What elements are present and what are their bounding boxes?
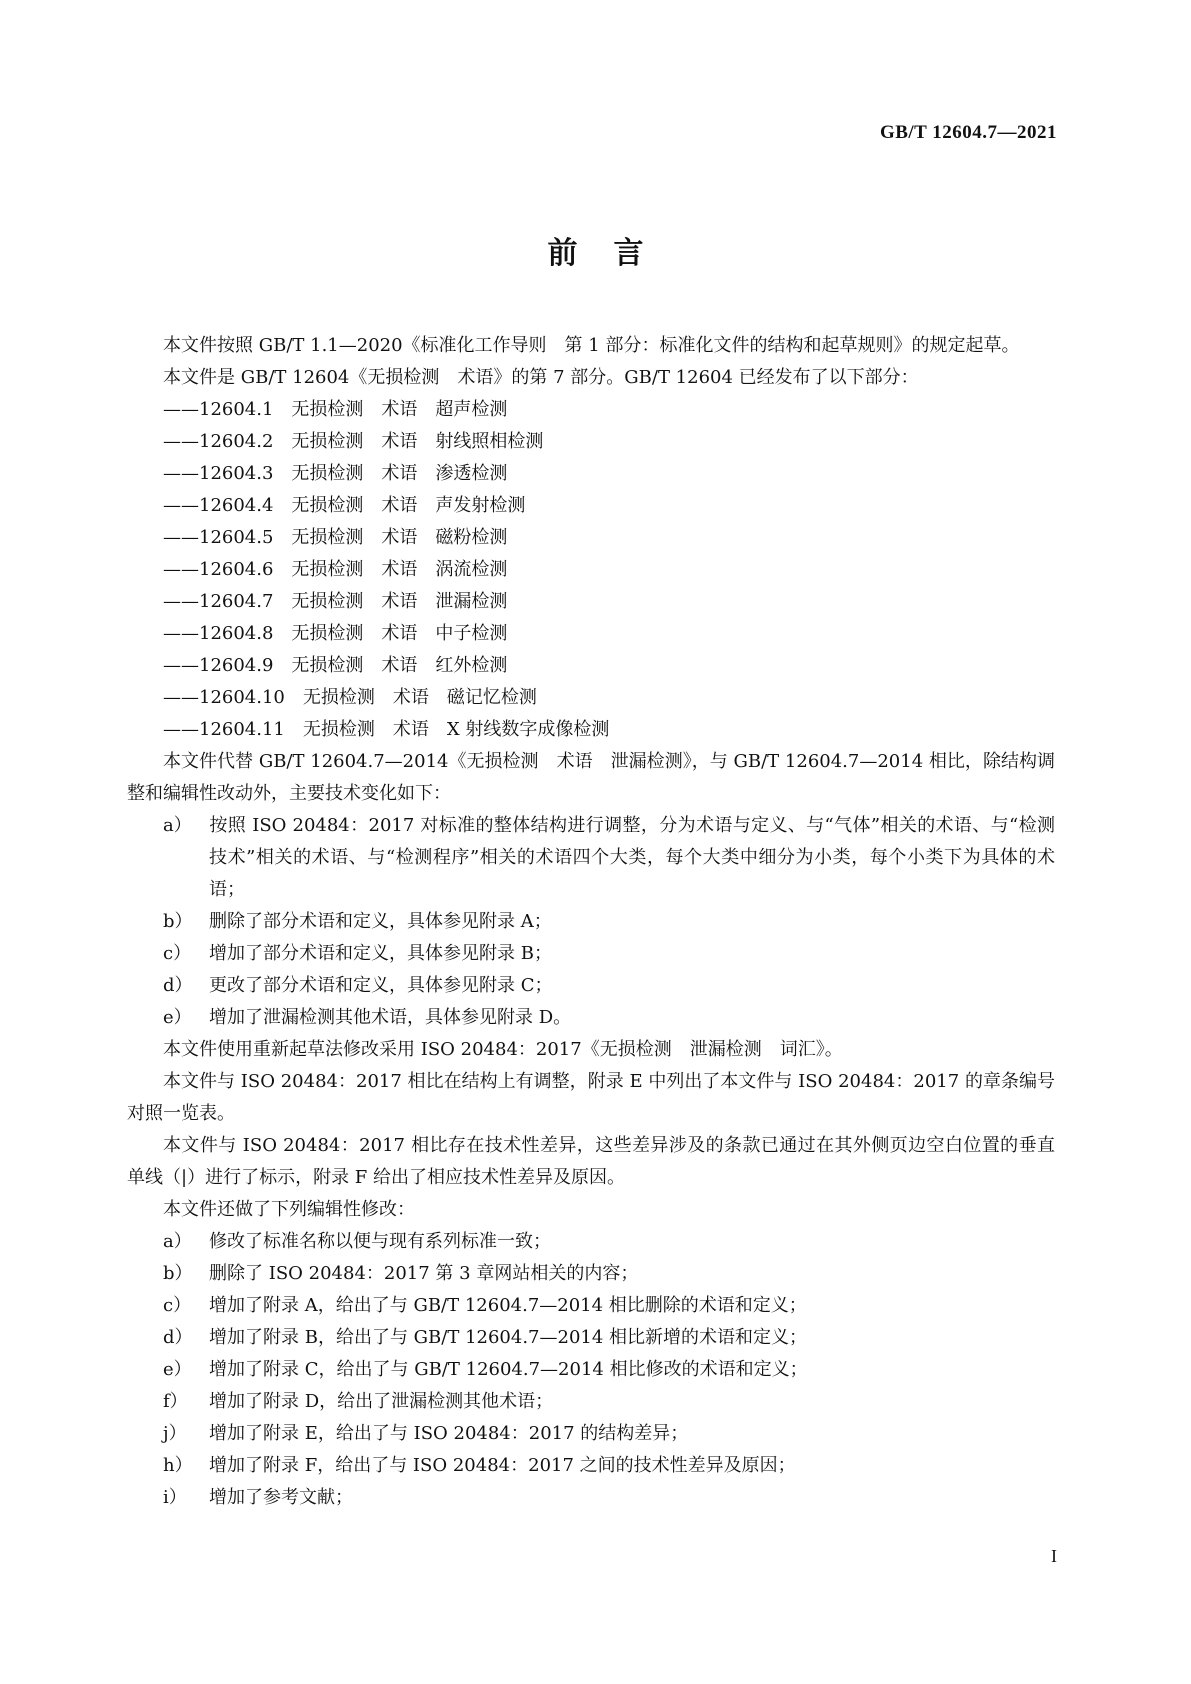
editorial-item-text: 删除了 ISO 20484：2017 第 3 章网站相关的内容； [209, 1263, 639, 1284]
editorial-item-label: j） [163, 1423, 187, 1444]
page-title: 前言 [547, 236, 680, 271]
page-number: I [1051, 1546, 1057, 1566]
editorial-item-label: a） [163, 1231, 192, 1252]
part-list-item: ——12604.9 无损检测 术语 红外检测 [163, 655, 508, 676]
foreword-body [127, 330, 1055, 1514]
part-list-item: ——12604.7 无损检测 术语 泄漏检测 [163, 591, 508, 612]
part-list-item: ——12604.1 无损检测 术语 超声检测 [163, 399, 508, 420]
editorial-item [127, 1354, 1055, 1386]
document-code: GB/T 12604.7—2021 [879, 122, 1057, 143]
change-item-text: 删除了部分术语和定义，具体参见附录 A； [209, 911, 552, 932]
change-item [127, 810, 1055, 906]
editorial-intro-paragraph: 本文件还做了下列编辑性修改： [163, 1199, 415, 1220]
technical-difference-paragraph: 本文件与 ISO 20484：2017 相比存在技术性差异，这些差异涉及的条款已通过在其外侧页边空白位置的垂直单线（|）进行了标示，附录 F 给出了相应技术性差异及原因。 [127, 1135, 1055, 1188]
change-item [127, 970, 1055, 1002]
part-list-item: ——12604.10 无损检测 术语 磁记忆检测 [163, 687, 537, 708]
change-item-label: e） [163, 1007, 192, 1028]
part-list-item: ——12604.8 无损检测 术语 中子检测 [163, 623, 508, 644]
part-list-item: ——12604.2 无损检测 术语 射线照相检测 [163, 431, 544, 452]
part-list-item: ——12604.6 无损检测 术语 涡流检测 [163, 559, 508, 580]
editorial-item-label: b） [163, 1263, 193, 1284]
change-item-text: 增加了部分术语和定义，具体参见附录 B； [209, 943, 552, 964]
editorial-item [127, 1386, 1055, 1418]
editorial-item [127, 1226, 1055, 1258]
editorial-item-text: 增加了附录 E，给出了与 ISO 20484：2017 的结构差异； [209, 1423, 689, 1444]
change-item-text: 按照 ISO 20484：2017 对标准的整体结构进行调整，分为术语与定义、与“气体”相关的术语、与“检测技术”相关的术语、与“检测程序”相关的术语四个大类，每个大类中细分为小类，每个小类下为具体的术语； [209, 815, 1055, 900]
change-item-label: a） [163, 815, 192, 836]
editorial-item [127, 1322, 1055, 1354]
editorial-item [127, 1482, 1055, 1514]
editorial-item-text: 增加了参考文献； [209, 1487, 353, 1508]
editorial-item [127, 1450, 1055, 1482]
change-item [127, 1002, 1055, 1034]
intro-paragraph-1: 本文件按照 GB/T 1.1—2020《标准化工作导则 第 1 部分：标准化文件的结构和起草规则》的规定起草。 [163, 335, 1020, 356]
editorial-item [127, 1258, 1055, 1290]
replace-paragraph: 本文件代替 GB/T 12604.7—2014《无损检测 术语 泄漏检测》，与 GB/T 12604.7—2014 相比，除结构调整和编辑性改动外，主要技术变化如下： [127, 751, 1055, 804]
editorial-item-text: 增加了附录 D，给出了泄漏检测其他术语； [209, 1391, 554, 1412]
editorial-item-text: 修改了标准名称以便与现有系列标准一致； [209, 1231, 551, 1252]
change-item-text: 增加了泄漏检测其他术语，具体参见附录 D。 [209, 1007, 572, 1028]
editorial-item-label: i） [163, 1487, 187, 1508]
editorial-item-label: f） [163, 1391, 188, 1412]
editorial-item [127, 1290, 1055, 1322]
part-list-item: ——12604.4 无损检测 术语 声发射检测 [163, 495, 526, 516]
editorial-item-label: d） [163, 1327, 193, 1348]
change-item-label: d） [163, 975, 193, 996]
change-item-text: 更改了部分术语和定义，具体参见附录 C； [209, 975, 553, 996]
change-item-label: b） [163, 911, 193, 932]
part-list-item: ——12604.11 无损检测 术语 X 射线数字成像检测 [163, 719, 610, 740]
change-item [127, 938, 1055, 970]
part-list-item: ——12604.3 无损检测 术语 渗透检测 [163, 463, 508, 484]
editorial-item-text: 增加了附录 B，给出了与 GB/T 12604.7—2014 相比新增的术语和定义； [209, 1327, 808, 1348]
change-item-label: c） [163, 943, 192, 964]
part-list-item: ——12604.5 无损检测 术语 磁粉检测 [163, 527, 508, 548]
adoption-paragraph: 本文件使用重新起草法修改采用 ISO 20484：2017《无损检测 泄漏检测 词汇》。 [163, 1039, 843, 1060]
structure-paragraph: 本文件与 ISO 20484：2017 相比在结构上有调整，附录 E 中列出了本文件与 ISO 20484：2017 的章条编号对照一览表。 [127, 1071, 1055, 1124]
editorial-item-text: 增加了附录 C，给出了与 GB/T 12604.7—2014 相比修改的术语和定义； [209, 1359, 808, 1380]
editorial-item-text: 增加了附录 A，给出了与 GB/T 12604.7—2014 相比删除的术语和定义； [209, 1295, 807, 1316]
editorial-item-label: h） [163, 1455, 193, 1476]
editorial-item-label: c） [163, 1295, 192, 1316]
editorial-item-text: 增加了附录 F，给出了与 ISO 20484：2017 之间的技术性差异及原因； [209, 1455, 796, 1476]
editorial-item [127, 1418, 1055, 1450]
intro-paragraph-2: 本文件是 GB/T 12604《无损检测 术语》的第 7 部分。GB/T 12604 已经发布了以下部分： [163, 367, 919, 388]
editorial-item-label: e） [163, 1359, 192, 1380]
change-item [127, 906, 1055, 938]
